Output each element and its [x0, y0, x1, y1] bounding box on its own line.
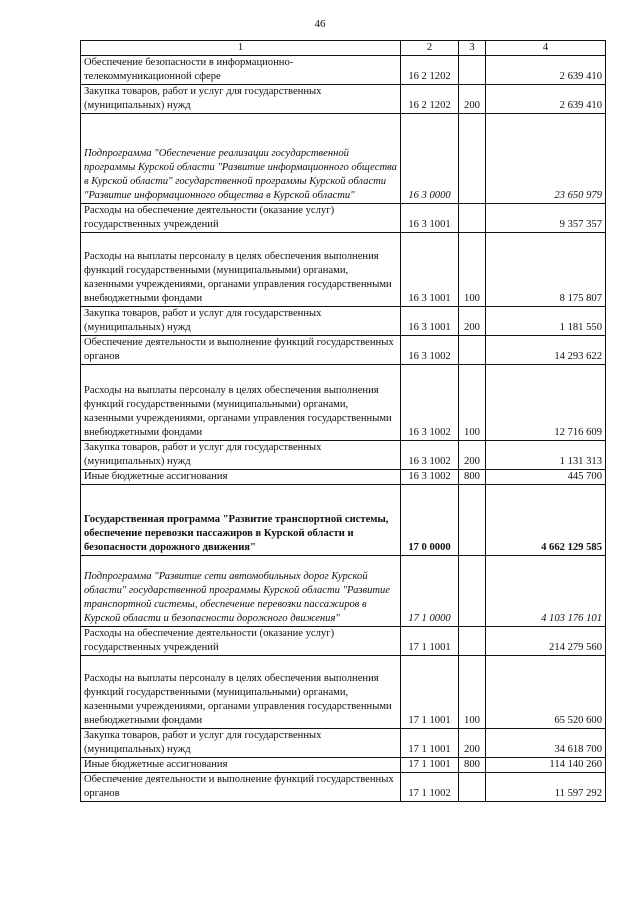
- row-code-cell: 16 3 1001: [401, 204, 459, 233]
- row-code-cell: 17 1 1001: [401, 656, 459, 729]
- row-name-cell: Подпрограмма "Обеспечение реализации государственной программы Курской области "Развитие информационного общества в Курской области" государственной программы Курской области "Развитие информационного общества в Курской области": [81, 114, 401, 204]
- row-type-cell: [459, 627, 486, 656]
- row-type-cell: 200: [459, 441, 486, 470]
- row-amount-cell: 65 520 600: [486, 656, 606, 729]
- row-amount-cell: 9 357 357: [486, 204, 606, 233]
- row-amount-cell: 4 662 129 585: [486, 485, 606, 556]
- row-type-cell: [459, 485, 486, 556]
- row-code-cell: 17 1 1001: [401, 758, 459, 773]
- row-type-cell: 100: [459, 233, 486, 307]
- row-amount-cell: 2 639 410: [486, 85, 606, 114]
- header-col-1: 1: [81, 41, 401, 56]
- row-code-cell: 16 3 1001: [401, 307, 459, 336]
- row-type-cell: 800: [459, 470, 486, 485]
- row-amount-cell: 1 131 313: [486, 441, 606, 470]
- row-code-cell: 16 3 1002: [401, 470, 459, 485]
- row-name-cell: Закупка товаров, работ и услуг для государственных (муниципальных) нужд: [81, 307, 401, 336]
- row-type-cell: [459, 556, 486, 627]
- row-code-cell: 16 2 1202: [401, 85, 459, 114]
- row-amount-cell: 2 639 410: [486, 56, 606, 85]
- row-type-cell: [459, 204, 486, 233]
- row-name-cell: Закупка товаров, работ и услуг для государственных (муниципальных) нужд: [81, 729, 401, 758]
- table-row: [81, 204, 606, 233]
- table-row: [81, 470, 606, 485]
- row-code-cell: 16 3 1002: [401, 441, 459, 470]
- row-code-cell: 16 3 1002: [401, 336, 459, 365]
- row-amount-cell: 14 293 622: [486, 336, 606, 365]
- row-amount-cell: 214 279 560: [486, 627, 606, 656]
- row-amount-cell: 4 103 176 101: [486, 556, 606, 627]
- budget-table: [80, 40, 606, 802]
- table-row: [81, 85, 606, 114]
- row-code-cell: 17 1 1001: [401, 627, 459, 656]
- row-name-cell: Расходы на обеспечение деятельности (оказание услуг) государственных учреждений: [81, 204, 401, 233]
- table-header-row: [81, 41, 606, 56]
- row-name-cell: Расходы на выплаты персоналу в целях обеспечения выполнения функций государственными (муниципальными) органами, казенными учреждениями, органами управления государственными внебюджетными фондами: [81, 233, 401, 307]
- row-name-cell: Иные бюджетные ассигнования: [81, 758, 401, 773]
- row-type-cell: 200: [459, 85, 486, 114]
- row-code-cell: 16 3 1002: [401, 365, 459, 441]
- row-amount-cell: 8 175 807: [486, 233, 606, 307]
- row-name-cell: Иные бюджетные ассигнования: [81, 470, 401, 485]
- row-type-cell: 800: [459, 758, 486, 773]
- page-number: 46: [314, 18, 326, 30]
- row-name-cell: Закупка товаров, работ и услуг для государственных (муниципальных) нужд: [81, 85, 401, 114]
- row-type-cell: [459, 773, 486, 802]
- row-name-cell: Обеспечение безопасности в информационно-телекоммуникационной сфере: [81, 56, 401, 85]
- table-row: [81, 336, 606, 365]
- row-type-cell: 100: [459, 656, 486, 729]
- table-row: [81, 114, 606, 204]
- row-code-cell: 16 3 0000: [401, 114, 459, 204]
- table-row: [81, 307, 606, 336]
- table-row: [81, 656, 606, 729]
- table-row: [81, 233, 606, 307]
- row-type-cell: 200: [459, 729, 486, 758]
- table-row: [81, 365, 606, 441]
- table-row: [81, 773, 606, 802]
- table-row: [81, 627, 606, 656]
- row-name-cell: Расходы на выплаты персоналу в целях обеспечения выполнения функций государственными (муниципальными) органами, казенными учреждениями, органами управления государственными внебюджетными фондами: [81, 656, 401, 729]
- row-amount-cell: 23 650 979: [486, 114, 606, 204]
- row-code-cell: 17 0 0000: [401, 485, 459, 556]
- row-amount-cell: 11 597 292: [486, 773, 606, 802]
- row-type-cell: 200: [459, 307, 486, 336]
- row-name-cell: Обеспечение деятельности и выполнение функций государственных органов: [81, 336, 401, 365]
- row-amount-cell: 445 700: [486, 470, 606, 485]
- row-name-cell: Подпрограмма "Развитие сети автомобильных дорог Курской области" государственной программы Курской области "Развитие транспортной системы, обеспечение перевозки пассажиров в Курской области и безопасности дорожного движения": [81, 556, 401, 627]
- row-code-cell: 17 1 0000: [401, 556, 459, 627]
- row-amount-cell: 12 716 609: [486, 365, 606, 441]
- table-row: [81, 441, 606, 470]
- row-code-cell: 17 1 1002: [401, 773, 459, 802]
- row-type-cell: [459, 56, 486, 85]
- table-row: [81, 56, 606, 85]
- row-name-cell: Обеспечение деятельности и выполнение функций государственных органов: [81, 773, 401, 802]
- row-name-cell: Закупка товаров, работ и услуг для государственных (муниципальных) нужд: [81, 441, 401, 470]
- row-name-cell: Расходы на обеспечение деятельности (оказание услуг) государственных учреждений: [81, 627, 401, 656]
- row-code-cell: 16 2 1202: [401, 56, 459, 85]
- row-amount-cell: 1 181 550: [486, 307, 606, 336]
- header-col-2: 2: [401, 41, 459, 56]
- row-code-cell: 16 3 1001: [401, 233, 459, 307]
- table-row: [81, 729, 606, 758]
- row-type-cell: 100: [459, 365, 486, 441]
- row-name-cell: Расходы на выплаты персоналу в целях обеспечения выполнения функций государственными (муниципальными) органами, казенными учреждениями, органами управления государственными внебюджетными фондами: [81, 365, 401, 441]
- header-col-3: 3: [459, 41, 486, 56]
- row-amount-cell: 114 140 260: [486, 758, 606, 773]
- row-type-cell: [459, 336, 486, 365]
- table-row: [81, 485, 606, 556]
- table-row: [81, 758, 606, 773]
- header-col-4: 4: [486, 41, 606, 56]
- row-name-cell: Государственная программа "Развитие транспортной системы, обеспечение перевозки пассажиров в Курской области и безопасности дорожного движения": [81, 485, 401, 556]
- row-code-cell: 17 1 1001: [401, 729, 459, 758]
- table-row: [81, 556, 606, 627]
- row-amount-cell: 34 618 700: [486, 729, 606, 758]
- row-type-cell: [459, 114, 486, 204]
